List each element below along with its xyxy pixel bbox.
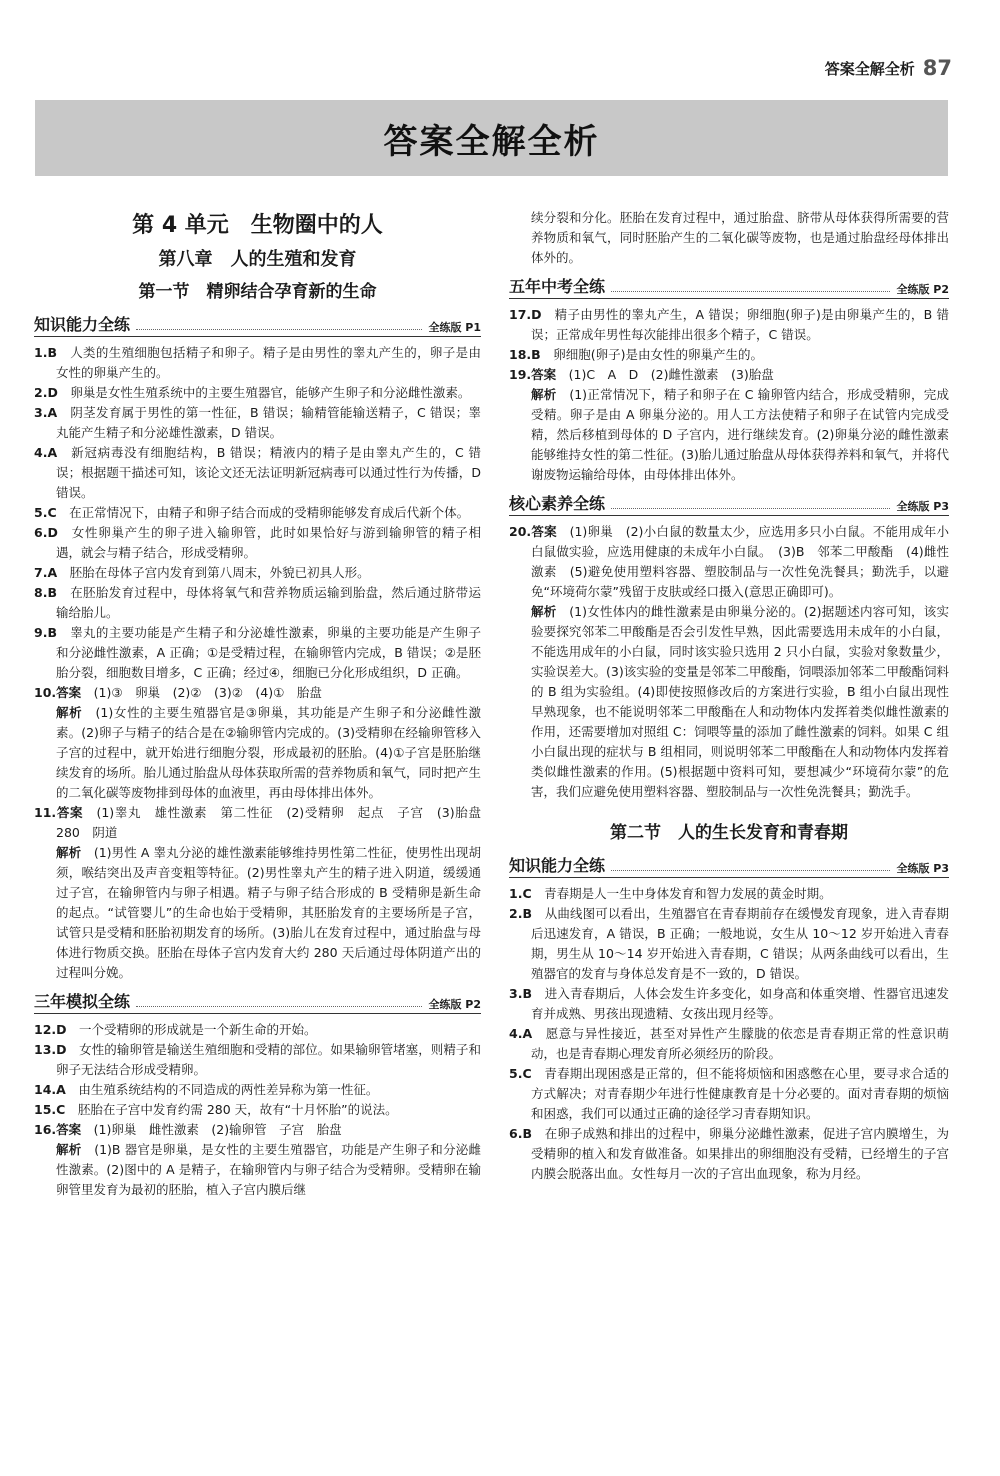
item-number: 2.B <box>509 906 532 921</box>
answer-item <box>34 583 481 623</box>
dotted-leader <box>611 870 890 871</box>
item-text: 在卵子成熟和排出的过程中，卵巢分泌雌性激素，促进子宫内膜增生，为受精卵的植入和发育做准备。如果排出的卵细胞没有受精，已经增生的子宫内膜会脱落出血。女性每月一次的子宫出血现象，称为月经。 <box>531 1126 949 1181</box>
right-column <box>509 208 949 1184</box>
item-text: 睾丸的主要功能是产生精子和分泌雄性激素，卵巢的主要功能是产生卵子和分泌雌性激素，A 正确；①是受精过程，在输卵管内完成，B 错误；②是胚胎分裂，细胞数目增多，C 正确；经过④，细胞已分化形成组织，D 正确。 <box>56 625 481 680</box>
explanation-text: (1)女性体内的雌性激素是由卵巢分泌的。(2)据题述内容可知，该实验要探究邻苯二甲酸酯是否会引发性早熟，因此需要选用未成年的小白鼠，不能选用成年的小白鼠，同时该实验只选用 2 只小白鼠，实验对象数量少，实验误差大。(3)该实验的变量是邻苯二甲酸酯，饲喂添加邻苯二甲酸酯饲料的 B 组为实验组。(4)即使按照修改后的方案进行实验，B 组小白鼠出现性早熟现象，也不能说明邻苯二甲酸酯在人和动物体内发挥着类似雌性激素的作用，还需要增加对照组 C：饲喂等量的添加了雌性激素的饲料。如果 C 组小白鼠出现的症状与 B 组相同，则说明邻苯二甲酸酯在人和动物体内发挥着类似雌性激素的作用。(5)根据题中资料可知，要想减少“环境荷尔蒙”的危害，我们应避免使用塑料容器、塑胶制品与一次性免洗餐具；勤洗手。 <box>531 604 949 799</box>
explanation-tag: 解析 <box>56 845 82 860</box>
answer-item <box>34 403 481 443</box>
section-header-ref: 全练版 P3 <box>896 500 949 513</box>
answer-item <box>34 443 481 503</box>
section-header-title: 知识能力全练 <box>34 315 131 334</box>
answer-item <box>34 1120 481 1140</box>
item-text: 青春期是人一生中身体发育和智力发展的黄金时期。 <box>544 886 832 901</box>
item-text: 青春期出现困惑是正常的，但不能将烦恼和困惑憋在心里，要寻求合适的方式解决；对青春期少年进行性健康教育是十分必要的。面对青春期的烦恼和困惑，我们可以通过正确的途径学习青春期知识。 <box>531 1066 949 1121</box>
dotted-leader <box>611 291 890 292</box>
item-number: 12.D <box>34 1022 67 1037</box>
item-number: 20.答案 <box>509 524 557 539</box>
explanation-text: (1)正常情况下，精子和卵子在 C 输卵管内结合，形成受精卵，完成受精。卵子是由 A 卵巢分泌的。用人工方法使精子和卵子在试管内完成受精，然后移植到母体的 D 子宫内，进行继续发育。(2)卵巢分泌的雌性激素能够维持女性的第二性征。(3)胎儿通过胎盘从母体获得养料和氧气，并将代谢废物运输给母体，由母体排出体外。 <box>531 387 949 482</box>
section-header-title: 知识能力全练 <box>509 856 606 875</box>
item-text: 阴茎发育属于男性的第一性征，B 错误；输精管能输送精子，C 错误；睾丸能产生精子和分泌雄性激素，D 错误。 <box>56 405 481 440</box>
section-header-ref: 全练版 P2 <box>896 283 949 296</box>
item-text: 胚胎在母体子宫内发育到第八周末，外貌已初具人形。 <box>69 565 370 580</box>
item-number: 3.A <box>34 405 58 420</box>
answer-item <box>509 1024 949 1064</box>
explanation <box>34 703 481 803</box>
section-title: 第二节 人的生长发育和青春期 <box>610 823 848 843</box>
item-answer: (1)C A D (2)雌性激素 (3)胎盘 <box>568 367 774 382</box>
dotted-leader <box>611 508 890 509</box>
answer-item <box>509 522 949 602</box>
section-header-knowledge <box>34 312 481 337</box>
explanation-tag: 解析 <box>531 604 557 619</box>
answer-item <box>509 984 949 1024</box>
item-number: 10.答案 <box>34 685 82 700</box>
section-header-three-year <box>34 989 481 1014</box>
answer-item <box>34 523 481 563</box>
item-text: 人类的生殖细胞包括精子和卵子。精子是由男性的睾丸产生的，卵子是由女性的卵巢产生的。 <box>56 345 481 380</box>
answer-item <box>509 365 949 385</box>
section-header-title: 三年模拟全练 <box>34 992 131 1011</box>
explanation-continued: 续分裂和分化。胚胎在发育过程中，通过胎盘、脐带从母体获得所需要的营养物质和氧气，同时胚胎产生的二氧化碳等废物，也是通过胎盘经母体排出体外的。 <box>531 210 949 265</box>
item-answer: (1)卵巢 雌性激素 (2)输卵管 子宫 胎盘 <box>93 1122 342 1137</box>
dotted-leader <box>136 329 422 330</box>
section-title: 第一节 精卵结合孕育新的生命 <box>138 282 377 302</box>
answer-item <box>34 383 481 403</box>
item-text: 一个受精卵的形成就是一个新生命的开始。 <box>79 1022 317 1037</box>
item-text: 新冠病毒没有细胞结构，B 错误；精液内的精子是由睾丸产生的，C 错误；根据题干描述可知，该论文还无法证明新冠病毒可以通过性行为传播，D 错误。 <box>56 445 481 500</box>
item-number: 5.C <box>509 1066 532 1081</box>
page-header <box>825 56 952 80</box>
item-answer: (1)③ 卵巢 (2)② (3)② (4)① 胎盘 <box>93 685 322 700</box>
item-number: 3.B <box>509 986 532 1001</box>
item-number: 9.B <box>34 625 57 640</box>
explanation-text: (1)B 器官是卵巢，是女性的主要生殖器官，功能是产生卵子和分泌雌性激素。(2)图中的 A 是精子，在输卵管内与卵子结合为受精卵。受精卵在输卵管里发育为最初的胚胎，植入子宫内膜后继 <box>56 1142 481 1197</box>
explanation <box>34 843 481 983</box>
section-header-ref: 全练版 P3 <box>896 862 949 875</box>
item-answer: (1)卵巢 (2)小白鼠的数量太少，应选用多只小白鼠。不能用成年小白鼠做实验，应选用健康的未成年小白鼠。 (3)B 邻苯二甲酸酯 (4)雌性激素 (5)避免使用塑料容器、塑胶制品与一次性免洗餐具；勤洗手，以避免“环境荷尔蒙”残留于皮肤或经口摄入(意思正确即可)。 <box>531 524 949 599</box>
item-number: 8.B <box>34 585 57 600</box>
answer-item <box>34 623 481 683</box>
answer-item <box>34 1080 481 1100</box>
item-number: 13.D <box>34 1042 67 1057</box>
section-header-title: 核心素养全练 <box>509 494 606 513</box>
answer-item <box>509 305 949 345</box>
chapter-title: 第八章 人的生殖和发育 <box>158 249 357 270</box>
section-header-title: 五年中考全练 <box>509 277 606 296</box>
item-number: 4.A <box>509 1026 533 1041</box>
answer-item <box>509 1124 949 1184</box>
section-header-five-year <box>509 274 949 299</box>
item-text: 女性卵巢产生的卵子进入输卵管，此时如果恰好与游到输卵管的精子相遇，就会与精子结合，形成受精卵。 <box>56 525 481 560</box>
item-text: 在胚胎发育过程中，母体将氧气和营养物质运输到胎盘，然后通过脐带运输给胎儿。 <box>56 585 481 620</box>
item-number: 1.B <box>34 345 57 360</box>
item-text: 卵巢是女性生殖系统中的主要生殖器官，能够产生卵子和分泌雌性激素。 <box>70 385 471 400</box>
item-text: 胚胎在子宫中发育约需 280 天，故有“十月怀胎”的说法。 <box>77 1102 398 1117</box>
item-number: 16.答案 <box>34 1122 82 1137</box>
item-number: 6.D <box>34 525 58 540</box>
item-text: 进入青春期后，人体会发生许多变化，如身高和体重突增、性器官迅速发育并成熟、男孩出现遗精、女孩出现月经等。 <box>531 986 949 1021</box>
unit-title: 第 4 单元 生物圈中的人 <box>132 213 383 238</box>
answer-item <box>34 1100 481 1120</box>
item-text: 女性的输卵管是输送生殖细胞和受精的部位。如果输卵管堵塞，则精子和卵子无法结合形成受精卵。 <box>56 1042 481 1077</box>
page-number: 87 <box>922 56 952 80</box>
answer-item <box>34 1040 481 1080</box>
explanation-tag: 解析 <box>56 1142 82 1157</box>
item-text: 精子由男性的睾丸产生，A 错误；卵细胞(卵子)是由卵巢产生的，B 错误；正常成年男性每次能排出很多个精子，C 错误。 <box>531 307 949 342</box>
answer-item <box>34 343 481 383</box>
answer-item <box>34 1020 481 1040</box>
title-banner <box>35 100 948 176</box>
item-text: 由生殖系统结构的不同造成的两性差异称为第一性征。 <box>78 1082 379 1097</box>
item-number: 1.C <box>509 886 532 901</box>
item-number: 11.答案 <box>34 805 84 820</box>
answer-item <box>509 884 949 904</box>
answer-item <box>34 563 481 583</box>
item-number: 7.A <box>34 565 58 580</box>
explanation <box>34 1140 481 1200</box>
item-number: 5.C <box>34 505 57 520</box>
explanation-text: (1)男性 A 睾丸分泌的雄性激素能够维持男性第二性征，使男性出现胡须，喉结突出及声音变粗等特征。(2)男性睾丸产生的精子进入阴道，缓缓通过子宫，在输卵管内与卵子相遇。精子与卵子结合形成的 B 受精卵是新生命的起点。“试管婴儿”的生命也始于受精卵，其胚胎发育的主要场所是子宫，试管只是受精和胚胎初期发育的场所。(3)胎儿在发育过程中，通过胎盘与母体进行物质交换。胚胎在母体子宫内发育大约 280 天后通过母体阴道产出的过程叫分娩。 <box>56 845 481 980</box>
item-number: 2.D <box>34 385 58 400</box>
answer-item <box>509 1064 949 1124</box>
answer-item <box>509 904 949 984</box>
item-text: 愿意与异性接近，甚至对异性产生朦胧的依恋是青春期正常的性意识萌动，也是青春期心理发育所必须经历的阶段。 <box>531 1026 949 1061</box>
item-number: 14.A <box>34 1082 66 1097</box>
answer-item <box>34 803 494 843</box>
section-header-ref: 全练版 P1 <box>428 321 481 334</box>
answer-item <box>509 345 949 365</box>
item-text: 在正常情况下，由精子和卵子结合而成的受精卵能够发育成后代新个体。 <box>69 505 470 520</box>
section-header-ref: 全练版 P2 <box>428 998 481 1011</box>
item-number: 18.B <box>509 347 541 362</box>
explanation <box>509 602 949 802</box>
item-number: 6.B <box>509 1126 532 1141</box>
item-number: 19.答案 <box>509 367 557 382</box>
item-text: 从曲线图可以看出，生殖器官在青春期前存在缓慢发育现象，进入青春期后迅速发育，A 错误，B 正确；一般地说，女生从 10～12 岁开始进入青春期，男生从 10～14 岁开始进入青春期，C 错误；从两条曲线可以看出，生殖器官的发育与身体总发育是不一致的，D 错误。 <box>531 906 949 981</box>
answer-item <box>34 683 481 703</box>
explanation-text: (1)女性的主要生殖器官是③卵巢，其功能是产生卵子和分泌雌性激素。(2)卵子与精子的结合是在②输卵管内完成的。(3)受精卵在经输卵管移入子宫的过程中，就开始进行细胞分裂，形成最初的胚胎。(4)①子宫是胚胎继续发育的场所。胎儿通过胎盘从母体获取所需的营养物质和氧气，同时把产生的二氧化碳等废物排到母体的血液里，再由母体排出体外。 <box>56 705 482 800</box>
item-answer: (1)睾丸 雄性激素 第二性征 (2)受精卵 起点 子宫 (3)胎盘 280 阴道 <box>56 805 494 840</box>
section-header-knowledge-2 <box>509 853 949 878</box>
left-column <box>34 200 494 1200</box>
main-title: 答案全解全析 <box>383 121 600 162</box>
item-number: 17.D <box>509 307 542 322</box>
header-label: 答案全解全析 <box>824 59 915 78</box>
section-header-core <box>509 491 949 516</box>
item-number: 4.A <box>34 445 58 460</box>
explanation-tag: 解析 <box>531 387 557 402</box>
item-number: 15.C <box>34 1102 66 1117</box>
dotted-leader <box>136 1006 422 1007</box>
item-text: 卵细胞(卵子)是由女性的卵巢产生的。 <box>553 347 763 362</box>
explanation-tag: 解析 <box>56 705 83 720</box>
explanation <box>509 385 949 485</box>
answer-item <box>34 503 481 523</box>
